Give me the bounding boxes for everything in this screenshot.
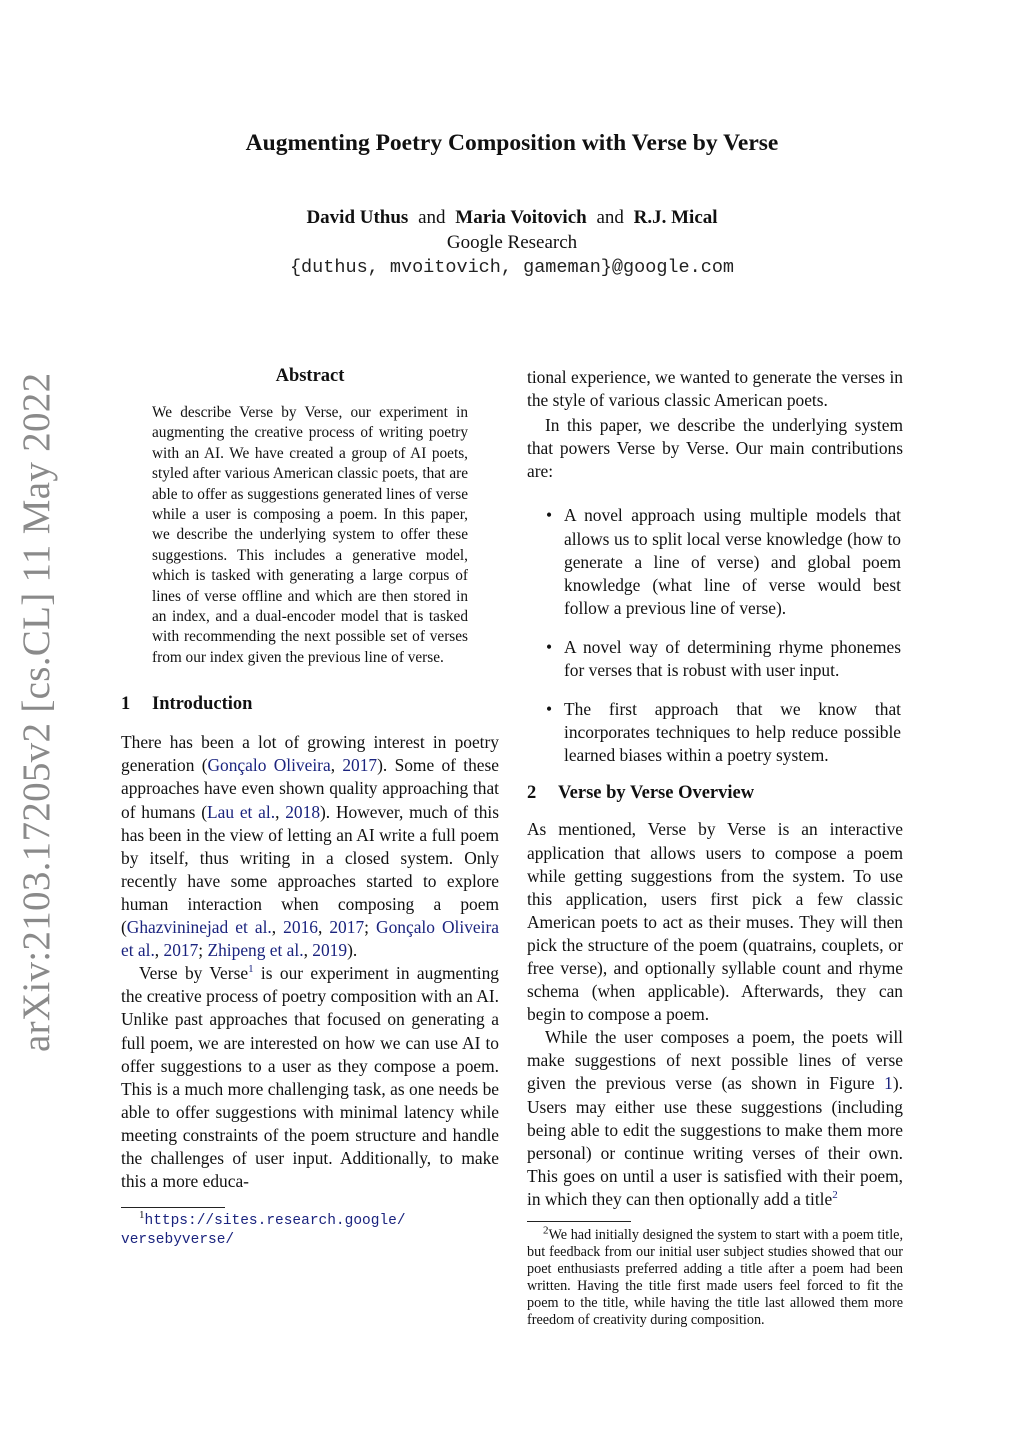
text-run: ,	[330, 755, 343, 776]
footnote-number: 2	[543, 1224, 549, 1237]
list-item	[527, 698, 903, 767]
footnote-number: 1	[139, 1209, 145, 1222]
footnote-url[interactable]: versebyverse/	[121, 1232, 235, 1249]
text-run: ;	[364, 917, 377, 938]
citation-link[interactable]: 2017	[342, 755, 378, 776]
citation-link[interactable]: 2019	[312, 940, 348, 961]
citation-link[interactable]: 2017	[163, 940, 199, 961]
figure-reference-link[interactable]: 1	[884, 1073, 893, 1094]
section-title: Verse by Verse Overview	[558, 783, 755, 804]
bullet-icon: •	[546, 636, 553, 657]
text-run: Verse by Verse	[139, 963, 249, 984]
list-item-text: The first approach that we know that incorporates techniques to help reduce possible learned biases within a poetry system.	[564, 699, 901, 766]
text-run: is our experiment in augmenting the creative process of poetry composition with an AI. Unlike past approaches that focused on generating a full poem, we are interested on how we can use AI to offer suggestions to a user as they compose a poem. This is a much more challenging task, as one needs be able to offer suggestions with minimal latency while meeting constraints of the poem structure and handle the challenges of user input. Additionally, to make this a more educa-	[121, 963, 500, 1192]
text-run: ;	[198, 940, 208, 961]
list-item	[527, 504, 903, 619]
section-title: Introduction	[152, 694, 253, 715]
author-name: R.J. Mical	[633, 207, 718, 228]
citation-link[interactable]: Lau et al.	[206, 801, 276, 822]
overview-paragraph-1: As mentioned, Verse by Verse is an interactive application that allows users to compose a poem while getting suggestions from the system. To use this application, users first pick a few classic American poets to act as their muses. They will then pick the structure of the poem (quatrains, couplets, or free verse), and optionally syllable count and rhyme schema (when applicable). Afterwards, they can begin to compose a poem.	[527, 819, 903, 1025]
section-heading-overview	[527, 783, 903, 804]
text-run: ,	[317, 917, 330, 938]
intro-paragraph-1	[121, 731, 499, 962]
author-separator: and	[596, 207, 624, 228]
bullet-icon: •	[546, 699, 553, 720]
citation-link[interactable]: Gonçalo Oliveira	[207, 755, 331, 776]
contribution-list	[527, 504, 903, 767]
intro-paragraph-2	[121, 962, 499, 1193]
section-number: 1	[121, 694, 131, 715]
text-run: ). Some of these approaches have even shown quality approaching that of humans (	[121, 755, 499, 822]
citation-link[interactable]: Ghazvininejad et al.	[126, 917, 272, 938]
footnote-text: We had initially designed the system to start with a poem title, but feedback from our initial user subject studies showed that our poet enthusiasts preferred adding a title after a poem had been written. Having the title first made users feel forced to fit the poem to the title, while having the title last allowed them more freedom of creativity during composition.	[527, 1227, 903, 1328]
list-item-text: A novel way of determining rhyme phonemes for verses that is robust with user input.	[564, 636, 901, 681]
overview-paragraph-2	[527, 1026, 903, 1211]
intro-paragraph-3: In this paper, we describe the underlying system that powers Verse by Verse. Our main contributions are:	[527, 415, 903, 482]
text-run: ).	[347, 940, 358, 961]
intro-paragraph-continued: tional experience, we wanted to generate the verses in the style of various classic American poets.	[527, 367, 903, 411]
text-run: ). However, much of this has been in the view of letting an AI write a full poem by itself, thus writing in a closed system. Only recently have some approaches started to explore human interaction when composing a poem (	[121, 801, 499, 938]
citation-link[interactable]: 2018	[285, 801, 321, 822]
author-name: David Uthus	[306, 207, 409, 228]
footnote-1-continued	[121, 1231, 499, 1250]
list-item	[527, 636, 903, 682]
footnote-2	[527, 1224, 903, 1329]
footnote-marker[interactable]: 2	[832, 1189, 838, 1202]
text-run: ,	[154, 940, 164, 961]
section-heading-introduction	[121, 694, 499, 715]
text-run: While the user composes a poem, the poets will make suggestions of next possible lines of verse given the previous verse (as shown in Figure	[527, 1027, 903, 1094]
abstract-heading: Abstract	[275, 366, 345, 386]
citation-link[interactable]: Gonçalo Oliveira et al.	[121, 917, 499, 961]
citation-link[interactable]: 2016	[283, 917, 318, 938]
right-column	[527, 366, 903, 1329]
footnote-divider	[527, 1221, 631, 1222]
paper-title: Augmenting Poetry Composition with Verse by Verse	[245, 130, 779, 156]
author-name: Maria Voitovich	[455, 207, 587, 228]
abstract-text: We describe Verse by Verse, our experiment in augmenting the creative process of writing poetry with an AI. We have created a group of AI poets, styled after various American classic poets, that are able to offer as suggestions generated lines of verse while a user is composing a poem. In this paper, we describe the underlying system to offer these suggestions. This includes a generative model, which is tasked with generating a large corpus of lines of verse offline and which are then stored in an index, and a dual-encoder model that is tasked with recommending the next possible set of verses from our index given the previous line of verse.	[152, 404, 468, 666]
author-separator: and	[418, 207, 446, 228]
footnote-url[interactable]: https://sites.research.google/	[144, 1213, 406, 1230]
bullet-icon: •	[546, 505, 553, 526]
text-run: ). Users may either use these suggestions (including being able to edit the suggestions to make them more personal) or continue writing verses of their own. This goes on until a user is satisfied with their poem, in which they can then optionally add a title	[527, 1073, 903, 1209]
text-run: ,	[271, 917, 284, 938]
footnote-1	[121, 1209, 499, 1231]
arxiv-identifier: arXiv:2103.17205v2 [cs.CL] 11 May 2022	[15, 372, 58, 1052]
text-run: ,	[275, 801, 286, 822]
text-run: There has been a lot of growing interest in poetry generation (	[121, 732, 499, 776]
section-number: 2	[527, 783, 537, 804]
list-item-text: A novel approach using multiple models that allows us to split local verse knowledge (how to generate a line of verse) and global poem knowledge (what line of verse would best follow a previous line of verse).	[564, 505, 901, 618]
author-list	[0, 207, 1024, 229]
citation-link[interactable]: Zhipeng et al.	[207, 940, 304, 961]
text-run: ,	[303, 940, 313, 961]
footnote-divider	[121, 1207, 225, 1208]
footnote-marker[interactable]: 1	[248, 963, 254, 976]
affiliation: Google Research	[446, 232, 578, 253]
author-emails: {duthus, mvoitovich, gameman}@google.com	[289, 257, 735, 278]
left-column	[121, 366, 499, 1250]
citation-link[interactable]: 2017	[329, 917, 365, 938]
